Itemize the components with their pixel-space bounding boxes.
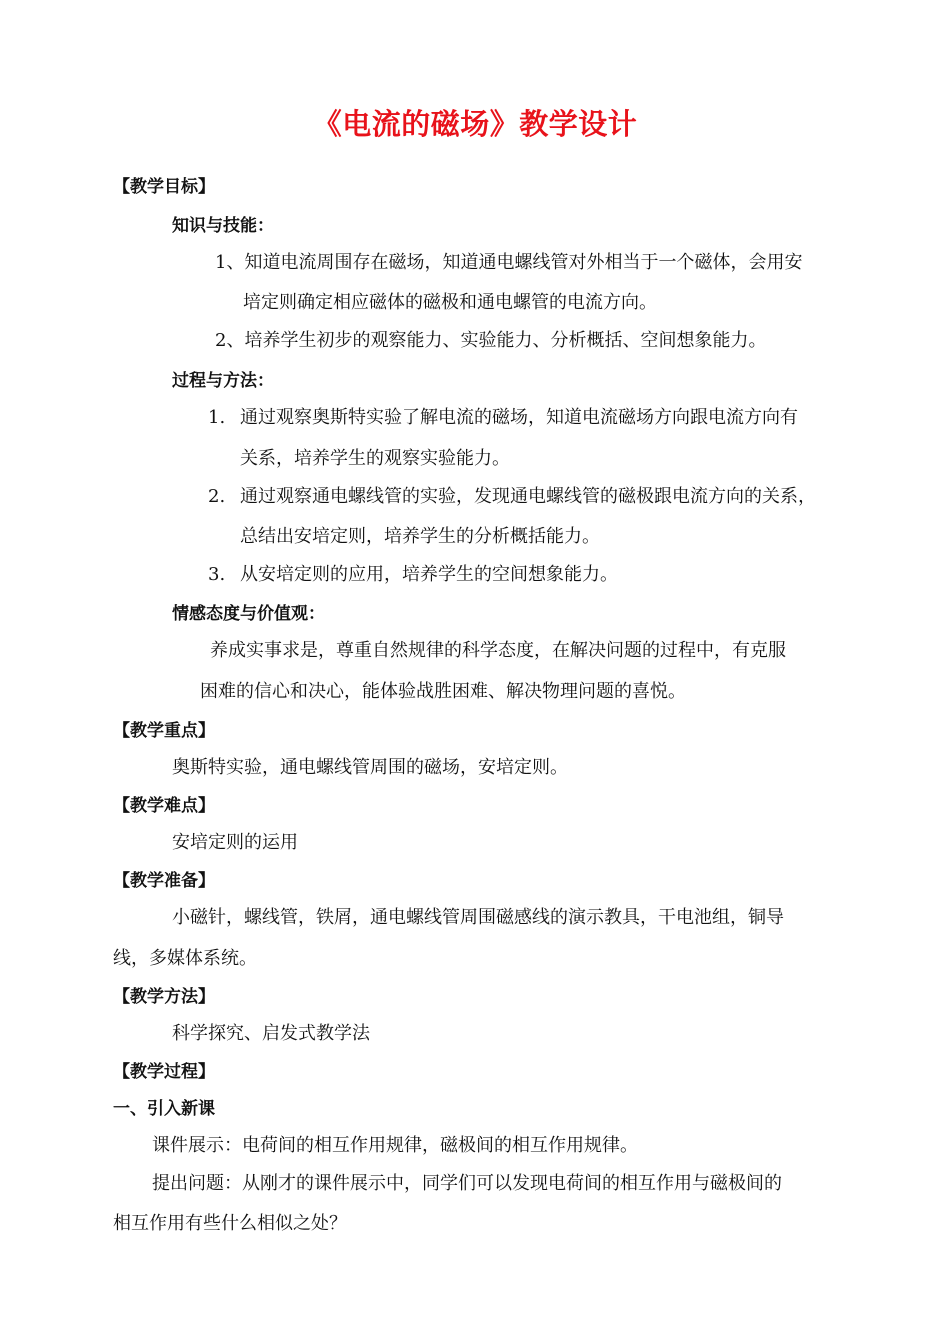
process-item-1-line-1: 通过观察奥斯特实验了解电流的磁场，知道电流磁场方向跟电流方向有 <box>240 407 798 428</box>
process-item-1-line-2: 关系，培养学生的观察实验能力。 <box>240 448 510 469</box>
process-item-2-line-2: 总结出安培定则，培养学生的分析概括能力。 <box>240 526 600 547</box>
section-heading-process: 【教学过程】 <box>113 1062 215 1082</box>
section-heading-methods: 【教学方法】 <box>113 987 215 1007</box>
process-item-2-line-1: 通过观察通电螺线管的实验，发现通电螺线管的磁极跟电流方向的关系， <box>240 486 816 507</box>
process-item-2-number: 2. <box>208 486 226 507</box>
part-1-line-3: 相互作用有些什么相似之处？ <box>113 1213 347 1234</box>
section-heading-preparation: 【教学准备】 <box>113 871 215 891</box>
difficulties-text: 安培定则的运用 <box>172 832 298 853</box>
attitude-line-2: 困难的信心和决心，能体验战胜困难、解决物理问题的喜悦。 <box>200 681 686 702</box>
process-item-1-number: 1. <box>208 407 226 428</box>
preparation-line-1: 小磁针，螺线管，铁屑，通电螺线管周围磁感线的演示教具，干电池组，铜导 <box>172 907 784 928</box>
preparation-line-2: 线，多媒体系统。 <box>113 948 257 969</box>
part-1-line-2: 提出问题：从刚才的课件展示中，同学们可以发现电荷间的相互作用与磁极间的 <box>152 1173 782 1194</box>
subheading-attitude: 情感态度与价值观： <box>172 604 325 624</box>
section-heading-difficulties: 【教学难点】 <box>113 796 215 816</box>
section-heading-goals: 【教学目标】 <box>113 177 215 197</box>
knowledge-item-1-line-2: 培定则确定相应磁体的磁极和通电螺管的电流方向。 <box>243 292 657 313</box>
section-heading-key-points: 【教学重点】 <box>113 721 215 741</box>
process-item-3-number: 3. <box>208 564 226 585</box>
knowledge-item-2: 2、培养学生初步的观察能力、实验能力、分析概括、空间想象能力。 <box>215 330 767 351</box>
document-title: 《电流的磁场》教学设计 <box>312 107 638 141</box>
part-1-heading: 一、引入新课 <box>113 1099 215 1119</box>
subheading-knowledge: 知识与技能： <box>172 216 274 236</box>
key-points-text: 奥斯特实验，通电螺线管周围的磁场，安培定则。 <box>172 757 568 778</box>
knowledge-item-1-line-1: 1、知道电流周围存在磁场，知道通电螺线管对外相当于一个磁体，会用安 <box>215 252 803 273</box>
process-item-3-line-1: 从安培定则的应用，培养学生的空间想象能力。 <box>240 564 618 585</box>
attitude-line-1: 养成实事求是，尊重自然规律的科学态度，在解决问题的过程中，有克服 <box>210 640 786 661</box>
part-1-line-1: 课件展示：电荷间的相互作用规律，磁极间的相互作用规律。 <box>152 1135 638 1156</box>
methods-text: 科学探究、启发式教学法 <box>172 1023 370 1044</box>
subheading-process: 过程与方法： <box>172 371 274 391</box>
